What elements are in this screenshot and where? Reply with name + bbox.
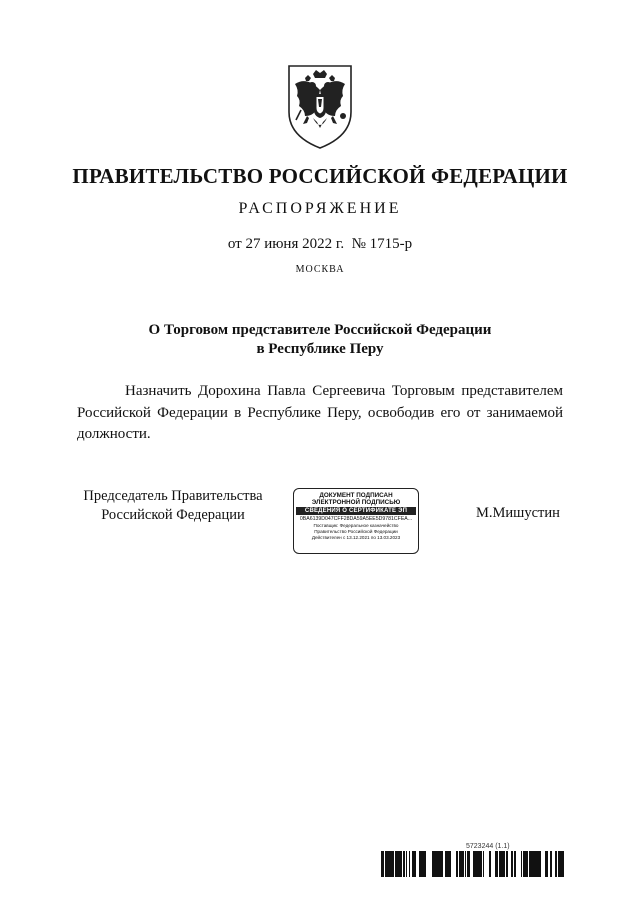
- government-title: ПРАВИТЕЛЬСТВО РОССИЙСКОЙ ФЕДЕРАЦИИ: [72, 164, 568, 188]
- document-date-number: от 27 июня 2022 г. № 1715-р: [227, 236, 413, 252]
- electronic-signature-stamp: [293, 488, 419, 554]
- subject-line-2: в Республике Перу: [256, 341, 384, 357]
- coat-of-arms-icon: [283, 60, 357, 152]
- document-city: МОСКВА: [295, 264, 345, 275]
- stamp-certificate-band: СВЕДЕНИЯ О СЕРТИФИКАТЕ ЭП: [296, 507, 416, 515]
- signatory-role-line-1: Председатель Правительства: [83, 488, 263, 504]
- signatory-name: М.Мишустин: [476, 505, 560, 521]
- stamp-line-1: ДОКУМЕНТ ПОДПИСАН: [319, 492, 393, 499]
- signatory-role: [78, 487, 268, 525]
- barcode-icon: [381, 851, 565, 877]
- subject-line-1: О Торговом представителе Российской Федерации: [148, 322, 492, 338]
- stamp-issuer-2: Правительство Российской Федерации: [314, 529, 398, 535]
- document-type: РАСПОРЯЖЕНИЕ: [238, 200, 402, 217]
- stamp-certificate-id: 0BA6139D047CFF28DA59A5EE5D9781CFEA...: [299, 516, 413, 523]
- document-body: Назначить Дорохина Павла Сергеевича Торговым представителем Российской Федерации в Республике Перу, освободив его от занимаемой должности.: [77, 383, 563, 442]
- stamp-line-2: ЭЛЕКТРОННОЙ ПОДПИСЬЮ: [311, 499, 401, 507]
- stamp-validity: Действителен с 13.12.2021 по 13.03.2023: [311, 535, 401, 540]
- signatory-role-line-2: Российской Федерации: [101, 507, 245, 523]
- document-subject: [0, 321, 640, 359]
- document-code: 5723244 (1.1): [466, 843, 510, 850]
- stamp-issuer-1: Поставщик: Федеральное казначейство: [313, 523, 399, 529]
